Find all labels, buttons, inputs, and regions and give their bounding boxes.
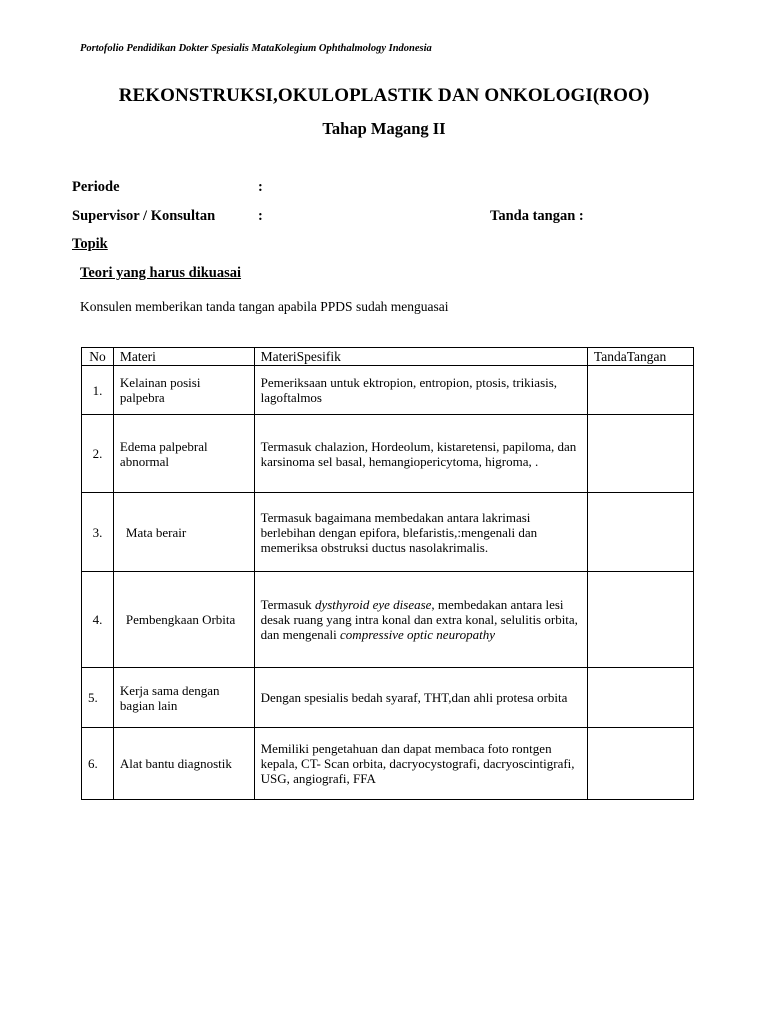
supervisor-colon: : bbox=[258, 208, 263, 224]
spesifik-part-italic: compressive optic neuropathy bbox=[340, 627, 496, 642]
header-materi-spesifik: MateriSpesifik bbox=[254, 348, 587, 366]
spesifik-part: Termasuk bbox=[260, 597, 315, 612]
row-no: 2. bbox=[82, 415, 114, 493]
row-signature-cell[interactable] bbox=[587, 668, 693, 728]
row-no: 5. bbox=[82, 668, 114, 728]
row-materi: Mata berair bbox=[113, 493, 254, 572]
table-row bbox=[82, 728, 694, 800]
page-subtitle: Tahap Magang II bbox=[322, 119, 446, 138]
table-row bbox=[82, 366, 694, 415]
tanda-tangan-label: Tanda tangan : bbox=[490, 208, 584, 224]
table-row bbox=[82, 493, 694, 572]
row-materi: Edema palpebral abnormal bbox=[113, 415, 254, 493]
header-note: Portofolio Pendidikan Dokter Spesialis MataKolegium Ophthalmology Indonesia bbox=[80, 43, 432, 54]
supervisor-label: Supervisor / Konsultan bbox=[72, 208, 216, 224]
row-no: 1. bbox=[82, 366, 114, 415]
header-materi: Materi bbox=[113, 348, 254, 366]
periode-colon: : bbox=[258, 179, 263, 195]
row-spesifik: Dengan spesialis bedah syaraf, THT,dan ahli protesa orbita bbox=[254, 668, 587, 728]
spesifik-part: , membedakan antara lesi desak ruang yang intra konal dan extra konal, selulitis orbita, dan mengenali bbox=[260, 597, 578, 642]
topik-label: Topik bbox=[72, 236, 108, 252]
row-signature-cell[interactable] bbox=[587, 728, 693, 800]
row-spesifik: Termasuk bagaimana membedakan antara lakrimasi berlebihan dengan epifora, blefaristis,:mengenali dan memeriksa obstruksi ductus nasolakrimalis. bbox=[254, 493, 587, 572]
row-spesifik: Termasuk chalazion, Hordeolum, kistaretensi, papiloma, dan karsinoma sel basal, hemangiopericytoma, higroma, . bbox=[254, 415, 587, 493]
row-spesifik bbox=[254, 572, 587, 668]
instruction-note: Konsulen memberikan tanda tangan apabila PPDS sudah menguasai bbox=[80, 299, 449, 314]
materi-table bbox=[81, 347, 694, 800]
row-signature-cell[interactable] bbox=[587, 493, 693, 572]
page-title: REKONSTRUKSI,OKULOPLASTIK DAN ONKOLOGI(ROO) bbox=[118, 85, 650, 106]
periode-label: Periode bbox=[72, 179, 120, 195]
row-materi: Kerja sama dengan bagian lain bbox=[113, 668, 254, 728]
spesifik-part-italic: dysthyroid eye disease bbox=[314, 597, 432, 612]
row-spesifik: Memiliki pengetahuan dan dapat membaca foto rontgen kepala, CT- Scan orbita, dacryocystografi, dacryoscintigrafi, USG, angiografi, FFA bbox=[254, 728, 587, 800]
table-row bbox=[82, 668, 694, 728]
table-header-row bbox=[82, 348, 694, 366]
teori-label: Teori yang harus dikuasai bbox=[80, 265, 242, 281]
row-no: 3. bbox=[82, 493, 114, 572]
row-materi: Kelainan posisi palpebra bbox=[113, 366, 254, 415]
row-materi: Pembengkaan Orbita bbox=[113, 572, 254, 668]
row-signature-cell[interactable] bbox=[587, 366, 693, 415]
row-no: 4. bbox=[82, 572, 114, 668]
header-tanda-tangan: TandaTangan bbox=[587, 348, 693, 366]
row-spesifik: Pemeriksaan untuk ektropion, entropion, ptosis, trikiasis, lagoftalmos bbox=[254, 366, 587, 415]
row-materi: Alat bantu diagnostik bbox=[113, 728, 254, 800]
table-row bbox=[82, 572, 694, 668]
row-no: 6. bbox=[82, 728, 114, 800]
row-signature-cell[interactable] bbox=[587, 415, 693, 493]
row-signature-cell[interactable] bbox=[587, 572, 693, 668]
table-row bbox=[82, 415, 694, 493]
header-no: No bbox=[82, 348, 114, 366]
